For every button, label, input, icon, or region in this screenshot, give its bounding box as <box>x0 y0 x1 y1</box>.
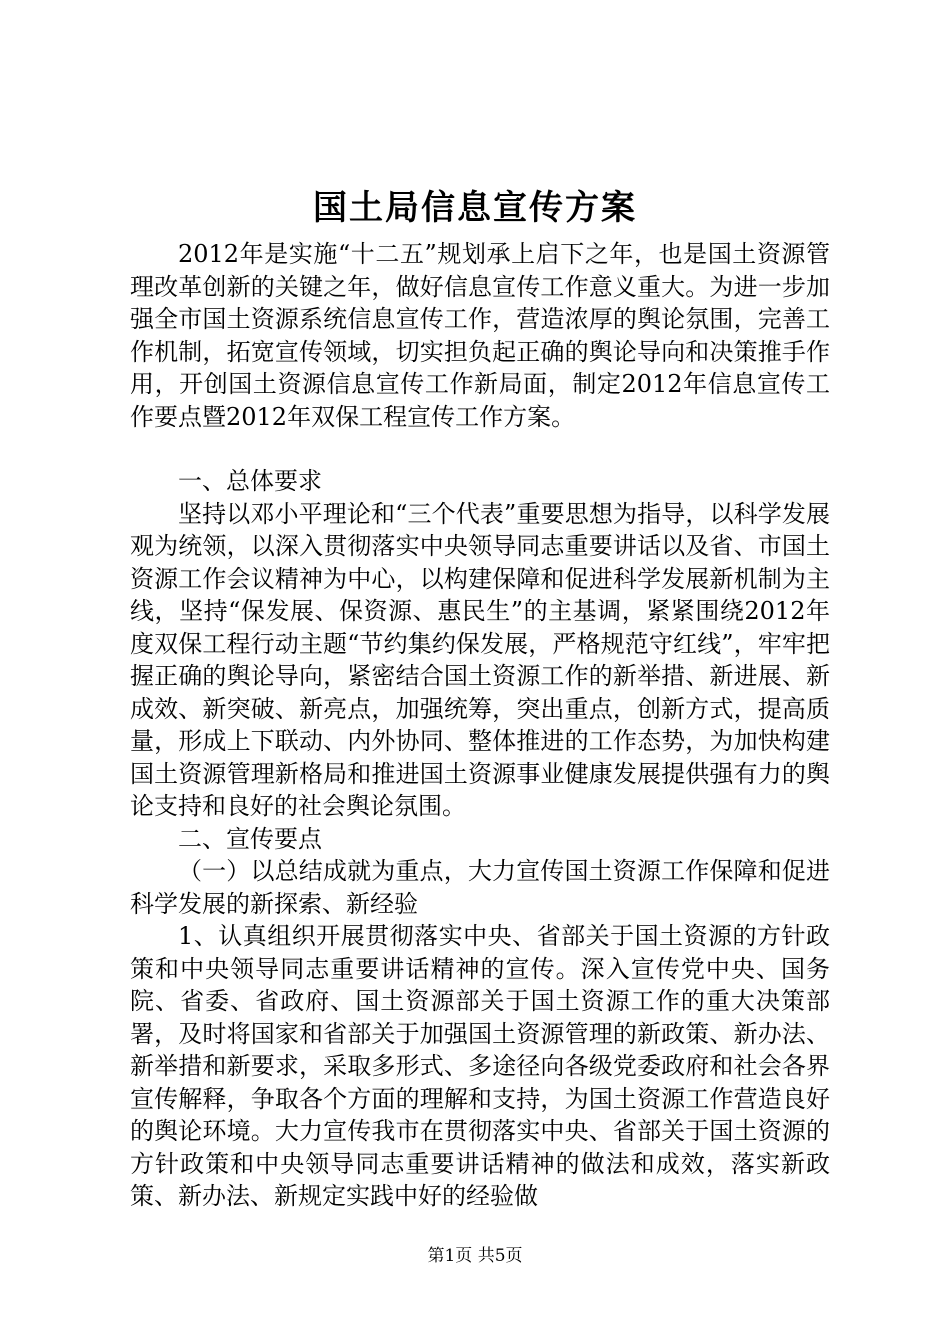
paragraph-spacer <box>130 433 830 465</box>
section-heading-publicity-points: 二、宣传要点 <box>178 824 322 853</box>
general-requirements-paragraph: 坚持以邓小平理论和“三个代表”重要思想为指导，以科学发展观为统领，以深入贯彻落实中央领导同志重要讲话以及省、市国土资源工作会议精神为中心，以构建保障和促进科学发展新机制为主线，坚持“保发展、保资源、惠民生”的主基调，紧紧围绕2012年度双保工程行动主题“节约集约保发展，严格规范守红线”，牢牢把握正确的舆论导向，紧密结合国土资源工作的新举措、新进展、新成效、新突破、新亮点，加强统筹，突出重点，创新方式，提高质量，形成上下联动、内外协同、整体推进的工作态势，为加快构建国土资源管理新格局和推进国土资源事业健康发展提供强有力的舆论支持和良好的社会舆论氛围。 <box>130 499 830 820</box>
subsection-heading-achievements: （一）以总结成就为重点，大力宣传国土资源工作保障和促进科学发展的新探索、新经验 <box>130 857 830 918</box>
document-title: 国土局信息宣传方案 <box>313 188 637 228</box>
intro-paragraph: 2012年是实施“十二五”规划承上启下之年，也是国土资源管理改革创新的关键之年，做好信息宣传工作意义重大。为进一步加强全市国土资源系统信息宣传工作，营造浓厚的舆论氛围，完善工作机制，拓宽宣传领域，切实担负起正确的舆论导向和决策推手作用，开创国土资源信息宣传工作新局面，制定2012年信息宣传工作要点暨2012年双保工程宣传工作方案。 <box>130 240 830 431</box>
page-number-footer: 第1页 共5页 <box>427 1246 523 1266</box>
section-heading-general-requirements: 一、总体要求 <box>178 467 322 495</box>
document-body <box>130 238 830 1213</box>
item-1-paragraph: 1、认真组织开展贯彻落实中央、省部关于国土资源的方针政策和中央领导同志重要讲话精神的宣传。深入宣传党中央、国务院、省委、省政府、国土资源部关于国土资源工作的重大决策部署，及时将国家和省部关于加强国土资源管理的新政策、新办法、新举措和新要求，采取多形式、多途径向各级党委政府和社会各界宣传解释，争取各个方面的理解和支持，为国土资源工作营造良好的舆论环境。大力宣传我市在贯彻落实中央、省部关于国土资源的方针政策和中央领导同志重要讲话精神的做法和成效，落实新政策、新办法、新规定实践中好的经验做 <box>130 922 830 1210</box>
